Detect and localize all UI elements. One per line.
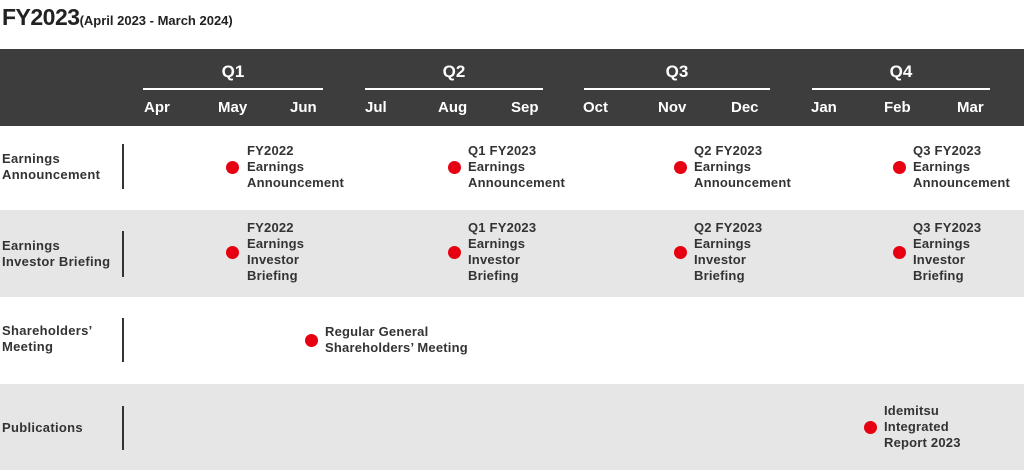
event-text: FY2022 Earnings Announcement bbox=[247, 143, 345, 190]
event-marker-dot bbox=[226, 246, 239, 259]
event-marker-dot bbox=[448, 161, 461, 174]
row-divider-line bbox=[122, 144, 124, 189]
month-nov: Nov bbox=[658, 99, 687, 116]
quarter-divider-line bbox=[365, 88, 543, 90]
event-text: Q3 FY2023 Earnings Announcement bbox=[913, 143, 1011, 190]
row-earnings-investor-briefing bbox=[0, 210, 1024, 297]
event-text: FY2022 Earnings Investor Briefing bbox=[247, 220, 305, 283]
event-text: Q1 FY2023 Earnings Announcement bbox=[468, 143, 566, 190]
event-text: Q1 FY2023 Earnings Investor Briefing bbox=[468, 220, 537, 283]
page-title bbox=[2, 4, 233, 31]
quarter-q1 bbox=[143, 62, 323, 90]
row-earnings-announcement bbox=[0, 126, 1024, 210]
month-aug: Aug bbox=[438, 99, 468, 116]
month-jun: Jun bbox=[290, 99, 317, 116]
month-apr: Apr bbox=[144, 99, 170, 116]
event-text: Q3 FY2023 Earnings Investor Briefing bbox=[913, 220, 982, 283]
event-marker-dot bbox=[448, 246, 461, 259]
row-shareholders-meeting bbox=[0, 297, 1024, 384]
quarter-divider-line bbox=[584, 88, 770, 90]
row-label: Shareholders’ Meeting bbox=[2, 323, 93, 354]
row-publications bbox=[0, 384, 1024, 470]
event-marker-dot bbox=[893, 161, 906, 174]
event-text: Q2 FY2023 Earnings Announcement bbox=[694, 143, 792, 190]
row-divider-line bbox=[122, 406, 124, 450]
event-marker-dot bbox=[674, 161, 687, 174]
event-text: Regular General Shareholders’ Meeting bbox=[325, 324, 468, 355]
quarter-q3 bbox=[584, 62, 770, 90]
quarter-q2 bbox=[365, 62, 543, 90]
row-divider-line bbox=[122, 318, 124, 362]
event-marker-dot bbox=[674, 246, 687, 259]
event-marker-dot bbox=[226, 161, 239, 174]
quarter-divider-line bbox=[812, 88, 990, 90]
quarter-label: Q4 bbox=[889, 62, 913, 81]
month-sep: Sep bbox=[511, 99, 539, 116]
month-may: May bbox=[218, 99, 248, 116]
quarter-divider-line bbox=[143, 88, 323, 90]
quarter-label: Q1 bbox=[221, 62, 245, 81]
row-label: Publications bbox=[2, 420, 83, 435]
row-label: Earnings Investor Briefing bbox=[2, 238, 111, 269]
fiscal-year-period: (April 2023 - March 2024) bbox=[79, 13, 233, 28]
month-feb: Feb bbox=[884, 99, 911, 116]
month-oct: Oct bbox=[583, 99, 609, 116]
event-text: Q2 FY2023 Earnings Investor Briefing bbox=[694, 220, 763, 283]
event-marker-dot bbox=[864, 421, 877, 434]
quarter-label: Q3 bbox=[665, 62, 689, 81]
row-label: Earnings Announcement bbox=[2, 151, 101, 182]
month-jan: Jan bbox=[811, 99, 837, 116]
event-text: Idemitsu Integrated Report 2023 bbox=[884, 403, 961, 450]
event-marker-dot bbox=[893, 246, 906, 259]
month-mar: Mar bbox=[957, 99, 984, 116]
row-divider-line bbox=[122, 231, 124, 277]
event-marker-dot bbox=[305, 334, 318, 347]
month-dec: Dec bbox=[731, 99, 759, 116]
quarter-q4 bbox=[812, 62, 990, 90]
quarter-label: Q2 bbox=[442, 62, 466, 81]
fiscal-year-title: FY2023 bbox=[2, 4, 80, 30]
month-jul: Jul bbox=[365, 99, 387, 116]
